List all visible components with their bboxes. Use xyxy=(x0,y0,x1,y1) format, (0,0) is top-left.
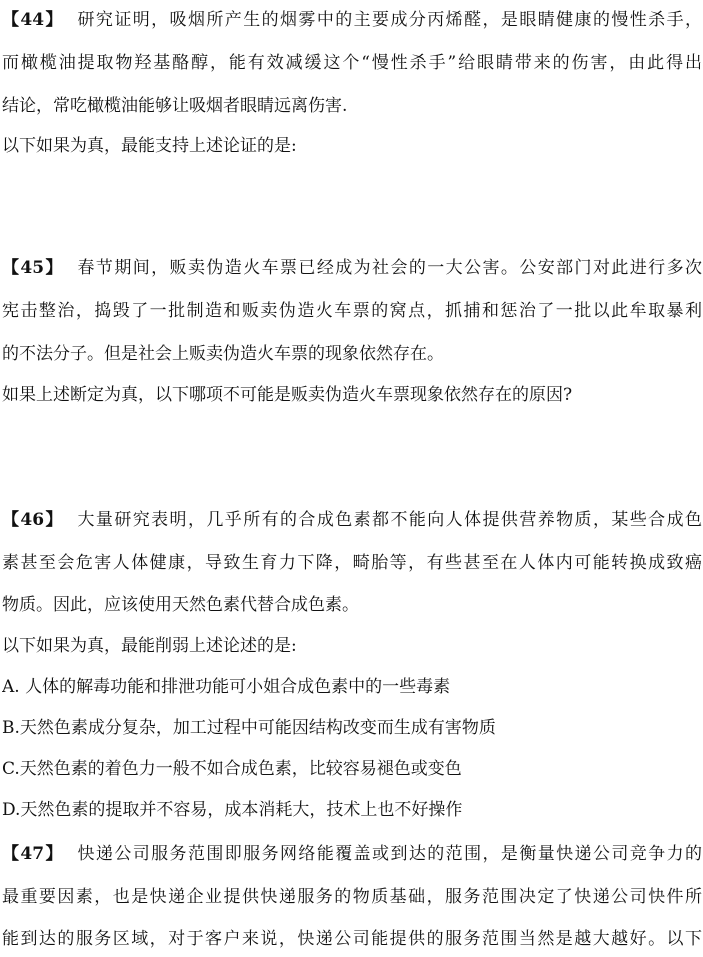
q46-option-d: D.天然色素的提取并不容易，成本消耗大，技术上也不好操作 xyxy=(2,800,463,820)
q46-option-b: B.天然色素成分复杂，加工过程中可能因结构改变而生成有害物质 xyxy=(2,718,496,738)
q44-stem-text-1: 研究证明，吸烟所产生的烟雾中的主要成分丙烯醛，是眼睛健康的慢性杀手， xyxy=(77,10,702,30)
q46-stem-line-1 xyxy=(2,509,702,531)
q44-prompt: 以下如果为真，最能支持上述论证的是: xyxy=(2,136,297,156)
q44-stem-line-1 xyxy=(2,9,702,31)
q44-stem-line-3: 结论，常吃橄榄油能够让吸烟者眼睛远离伤害. xyxy=(2,96,348,116)
q46-stem-text-1: 大量研究表明，几乎所有的合成色素都不能向人体提供营养物质，某些合成色 xyxy=(77,510,702,530)
q45-number: 【45】 xyxy=(2,258,64,278)
q44-stem-line-2: 而橄榄油提取物羟基酪醇，能有效减缓这个“慢性杀手”给眼睛带来的伤害，由此得出 xyxy=(2,53,702,73)
q46-number: 【46】 xyxy=(2,510,64,530)
q46-stem-line-3: 物质。因此，应该使用天然色素代替合成色素。 xyxy=(2,595,359,615)
q44-number: 【44】 xyxy=(2,10,64,30)
q45-stem-text-1: 春节期间，贩卖伪造火车票已经成为社会的一大公害。公安部门对此进行多次 xyxy=(77,258,702,278)
q47-stem-line-3: 能到达的服务区域，对于客户来说，快递公司能提供的服务范围当然是越大越好。以下 xyxy=(2,929,702,949)
q45-stem-line-2: 宪击整治，捣毁了一批制造和贩卖伪造火车票的窝点，抓捕和惩治了一批以此牟取暴利 xyxy=(2,301,702,321)
q45-stem-line-1 xyxy=(2,257,702,279)
q45-prompt: 如果上述断定为真，以下哪项不可能是贩卖伪造火车票现象依然存在的原因? xyxy=(2,385,573,405)
q47-stem-line-2: 最重要因素，也是快递企业提供快递服务的物质基础，服务范围决定了快递公司快件所 xyxy=(2,887,702,907)
q45-stem-line-3: 的不法分子。但是社会上贩卖伪造火车票的现象依然存在。 xyxy=(2,344,444,364)
q46-option-a: A. 人体的解毒功能和排泄功能可小姐合成色素中的一些毒素 xyxy=(2,677,451,697)
q47-stem-line-1 xyxy=(2,843,702,865)
q47-number: 【47】 xyxy=(2,844,64,864)
q47-stem-text-1: 快递公司服务范围即服务网络能覆盖或到达的范围，是衡量快递公司竞争力的 xyxy=(77,844,702,864)
q46-option-c: C.天然色素的着色力一般不如合成色素，比较容易褪色或变色 xyxy=(2,759,462,779)
q46-stem-line-2: 素甚至会危害人体健康，导致生育力下降，畸胎等，有些甚至在人体内可能转换成致癌 xyxy=(2,553,702,573)
q46-prompt: 以下如果为真，最能削弱上述论述的是: xyxy=(2,636,297,656)
